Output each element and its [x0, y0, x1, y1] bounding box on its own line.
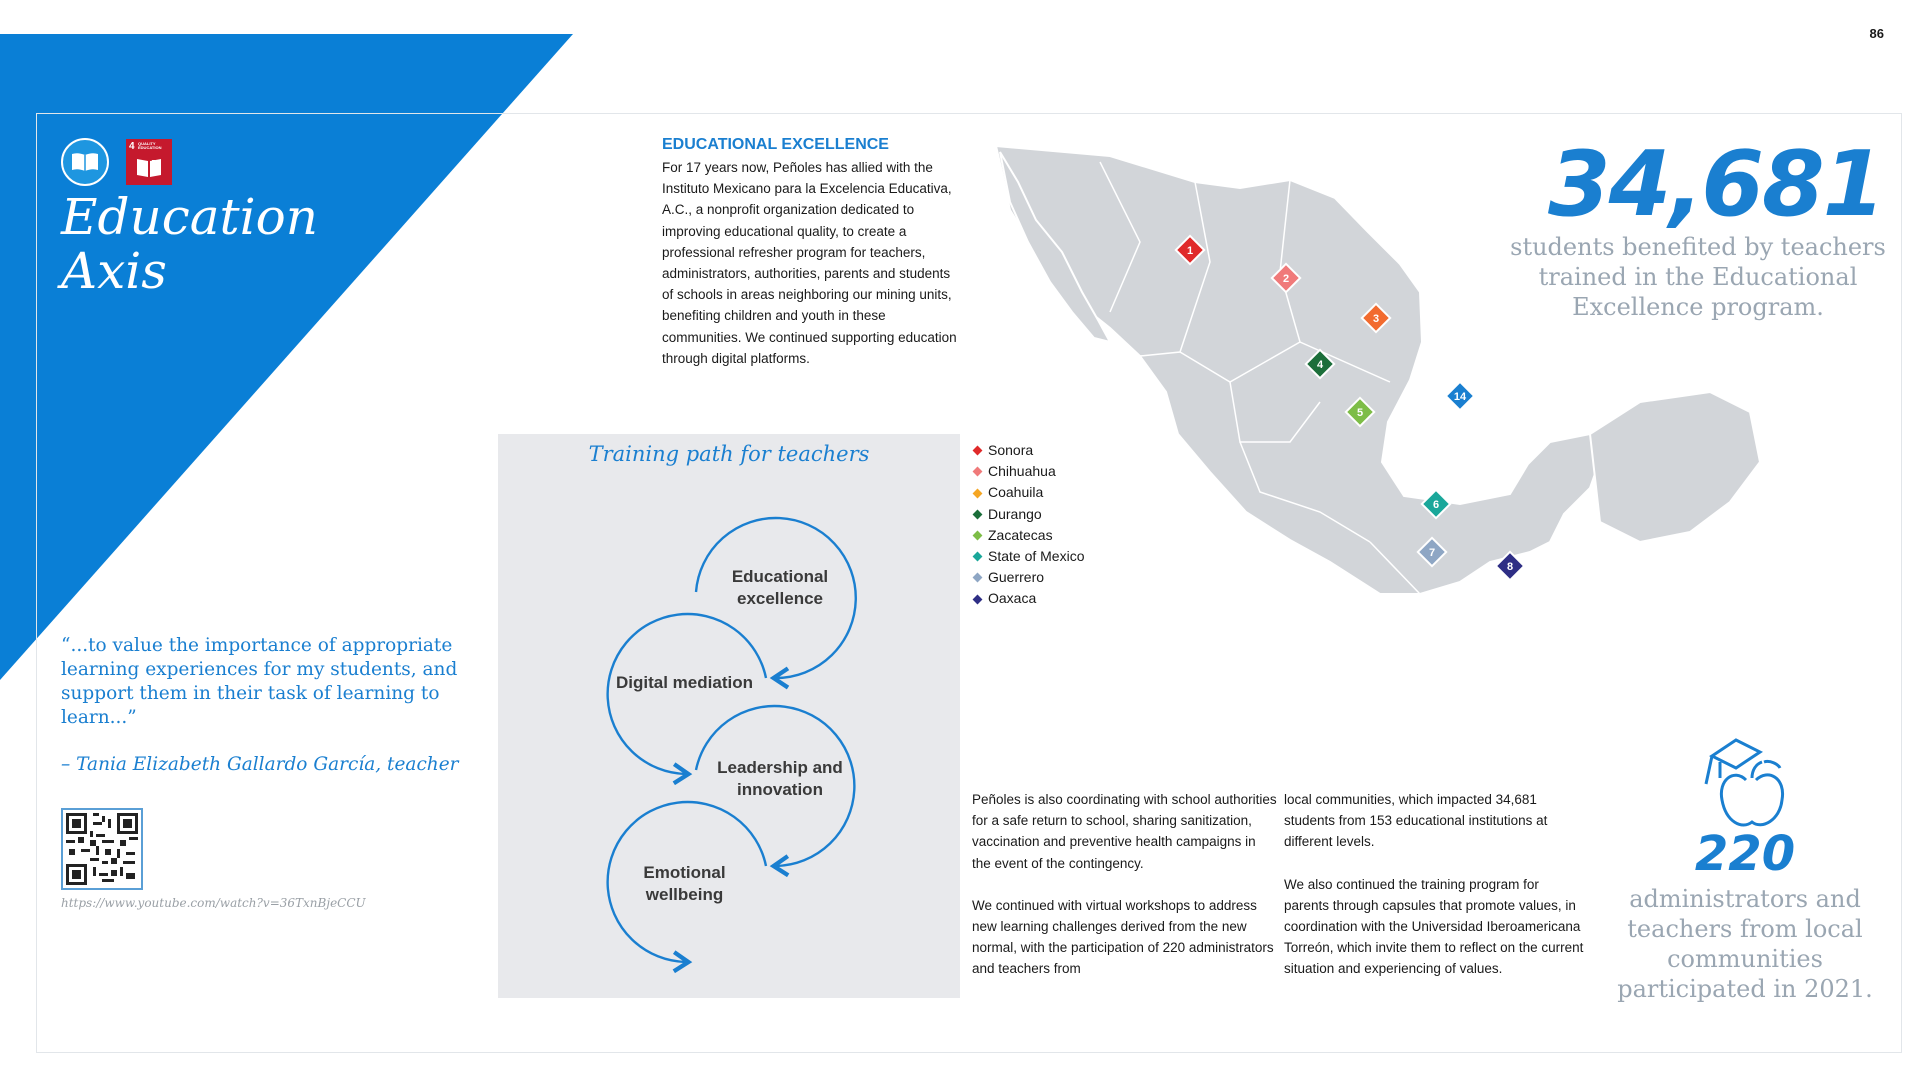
legend-label: Guerrero — [988, 569, 1045, 586]
mexico-shape — [996, 146, 1602, 594]
video-url-link[interactable]: https://www.youtube.com/watch?v=36TxnBjeCCU — [61, 896, 366, 910]
sdg4-quality-education-icon: 4 QUALITY EDUCATION — [126, 139, 172, 185]
map-marker-label: 3 — [1372, 313, 1380, 325]
training-path-diagram — [498, 434, 960, 998]
map-marker-label: 7 — [1428, 547, 1436, 559]
training-path-title: Training path for teachers — [588, 442, 870, 466]
students-stat-number: 34,681 — [1548, 132, 1884, 237]
map-marker-label: 2 — [1282, 273, 1290, 285]
body-column-1: Peñoles is also coordinating with school authorities for a safe return to school, sharing sanitization, vaccination and preventive health campaigns in the event of the contingency. We continued with virtual workshops to address new learning challenges derived from the new normal, with the participation of 220 administrators and teachers from — [972, 792, 1277, 977]
legend-label: State of Mexico — [988, 548, 1085, 565]
apple-graduation-cap-icon — [1686, 734, 1798, 834]
legend-diamond-icon — [973, 467, 983, 477]
legend-item — [974, 440, 1085, 461]
stage-leadership-innovation: Leadership and innovation — [717, 758, 843, 799]
legend-label: Oaxaca — [988, 590, 1037, 607]
page-title: Education Axis — [61, 188, 318, 300]
map-marker-label: 5 — [1356, 407, 1364, 419]
legend-item — [974, 546, 1085, 567]
axis-icons — [61, 138, 172, 186]
map-marker-label: 4 — [1316, 359, 1324, 371]
students-stat-description: students benefited by teachers trained in the Educational Excellence program. — [1510, 233, 1886, 321]
map-marker-label: 1 — [1186, 245, 1194, 257]
legend-diamond-icon — [973, 509, 983, 519]
section-heading: EDUCATIONAL EXCELLENCE — [662, 136, 889, 153]
legend-item — [974, 504, 1085, 525]
page-number: 86 — [1869, 26, 1884, 41]
admins-stat-description: administrators and teachers from local communities participated in 2021. — [1617, 885, 1873, 1003]
legend-label: Zacatecas — [988, 526, 1053, 543]
arc-2 — [608, 614, 766, 774]
map-marker-label: 6 — [1432, 499, 1440, 511]
sdg-label: QUALITY EDUCATION — [138, 141, 162, 150]
legend-diamond-icon — [973, 530, 983, 540]
legend-diamond-icon — [973, 573, 983, 583]
legend-diamond-icon — [973, 552, 983, 562]
body-column-2: local communities, which impacted 34,681 students from 153 educational institutions at different levels. We also continued the training program for parents through capsules that promote values, in coordination with the Universidad Iberoamericana Torreón, which invite them to reflect on the current situation and experiencing of values. — [1284, 792, 1584, 977]
legend-diamond-icon — [973, 488, 983, 498]
legend-diamond-icon — [973, 594, 983, 604]
legend-label: Sonora — [988, 442, 1034, 458]
map-marker-14 — [1446, 382, 1474, 410]
legend-diamond-icon — [973, 446, 983, 456]
legend-item — [974, 525, 1085, 546]
qr-code[interactable] — [61, 808, 143, 890]
state-legend — [974, 440, 1085, 610]
yucatan — [1590, 392, 1760, 542]
stage-emotional-wellbeing: Emotional wellbeing — [643, 863, 726, 904]
legend-item — [974, 482, 1085, 503]
stage-educational-excellence: Educational excellence — [731, 567, 829, 608]
teacher-quote: “...to value the importance of appropriate learning experiences for my students, and support them in their task of learning to learn...” — [61, 635, 458, 728]
admins-stat-number: 220 — [1694, 826, 1796, 882]
legend-item — [974, 567, 1085, 588]
stage-digital-mediation: Digital mediation — [616, 673, 753, 692]
book-icon — [61, 138, 109, 186]
map-marker-label: 14 — [1453, 391, 1467, 403]
legend-item — [974, 461, 1085, 482]
legend-label: Durango — [988, 505, 1042, 522]
excellence-body: For 17 years now, Peñoles has allied with the Instituto Mexicano para la Excelencia Educativa, A.C., a nonprofit organization dedicated to improving educational quality, to create a professional refresher program for teachers, administrators, authorities, parents and students of schools in areas neighboring our mining units, benefiting children and youth in these communities. We continued supporting education through digital platforms. — [662, 160, 957, 366]
legend-label: Coahuila — [988, 484, 1044, 501]
legend-item — [974, 588, 1085, 609]
legend-label: Chihuahua — [988, 463, 1056, 480]
quote-author: – Tania Elizabeth Gallardo García, teacher — [61, 754, 459, 775]
map-marker-label: 8 — [1506, 561, 1514, 573]
